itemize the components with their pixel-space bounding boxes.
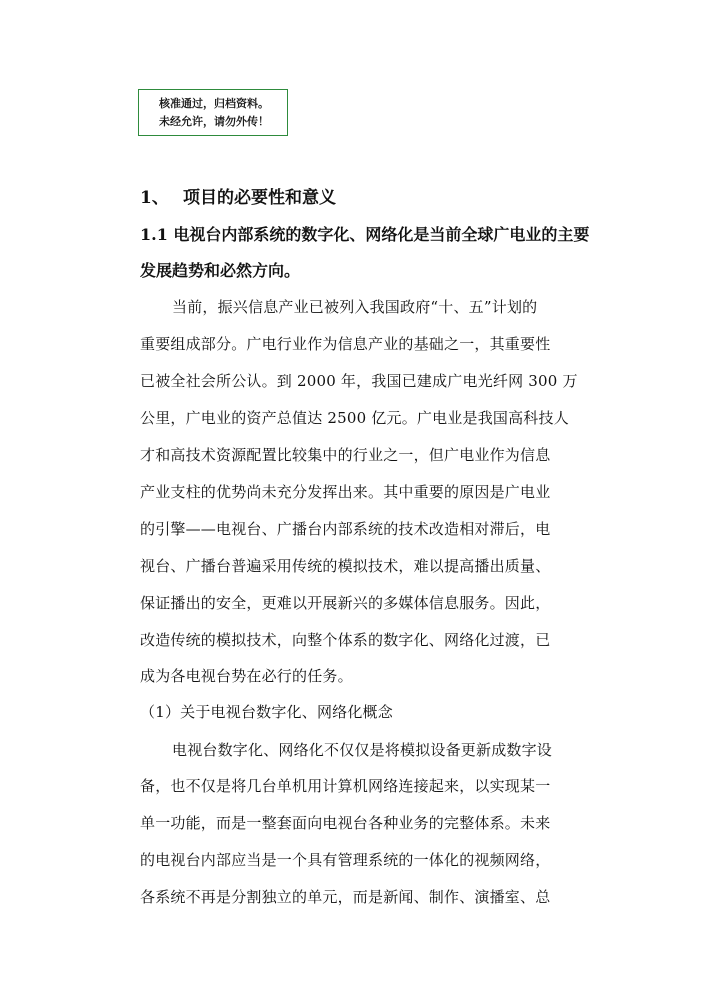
subsection-heading: 1.1 电视台内部系统的数字化、网络化是当前全球广电业的主要发展趋势和必然方向。 [140, 225, 590, 280]
paragraph1-line: 保证播出的安全，更难以开展新兴的多媒体信息服务。因此， [140, 594, 551, 612]
paragraph2-line: 电视台数字化、网络化不仅仅是将模拟设备更新成数字设 [172, 741, 553, 759]
section-number: 1、 [140, 188, 169, 208]
approval-stamp [138, 89, 288, 136]
stamp-line-2: 未经允许，请勿外传！ [159, 115, 269, 128]
paragraph1-line: 已被全社会所公认。到 2000 年，我国已建成广电光纤网 300 万 [140, 372, 578, 390]
paragraph2-line: 的电视台内部应当是一个具有管理系统的一体化的视频网络， [140, 851, 551, 869]
paragraph1-line: 的引擎——电视台、广播台内部系统的技术改造相对滞后，电 [140, 520, 551, 538]
section-title: 项目的必要性和意义 [183, 188, 336, 208]
paragraph1-line: 公里，广电业的资产总值达 2500 亿元。广电业是我国高科技人 [140, 409, 569, 427]
section-heading [140, 183, 336, 208]
paragraph1-line: 成为各电视台势在必行的任务。 [140, 667, 353, 685]
paragraph1-line: 视台、广播台普遍采用传统的模拟技术，难以提高播出质量、 [140, 557, 551, 575]
paragraph2-line: 各系统不再是分割独立的单元，而是新闻、制作、演播室、总 [140, 888, 551, 906]
paragraph1-line: 当前，振兴信息产业已被列入我国政府“十、五”计划的 [172, 298, 538, 316]
paragraph1-line: 重要组成部分。广电行业作为信息产业的基础之一，其重要性 [140, 335, 551, 353]
stamp-line-1: 核准通过，归档资料。 [159, 97, 269, 110]
paragraph2-line: 备，也不仅是将几台单机用计算机网络连接起来，以实现某一 [140, 777, 551, 795]
paragraph1-line: 产业支柱的优势尚未充分发挥出来。其中重要的原因是广电业 [140, 483, 551, 501]
paragraph2-line: 单一功能，而是一整套面向电视台各种业务的完整体系。未来 [140, 814, 551, 832]
paragraph1-line: 才和高技术资源配置比较集中的行业之一，但广电业作为信息 [140, 446, 551, 464]
paragraph1-line: 改造传统的模拟技术，向整个体系的数字化、网络化过渡，已 [140, 631, 551, 649]
item1-title: （1）关于电视台数字化、网络化概念 [140, 703, 393, 721]
